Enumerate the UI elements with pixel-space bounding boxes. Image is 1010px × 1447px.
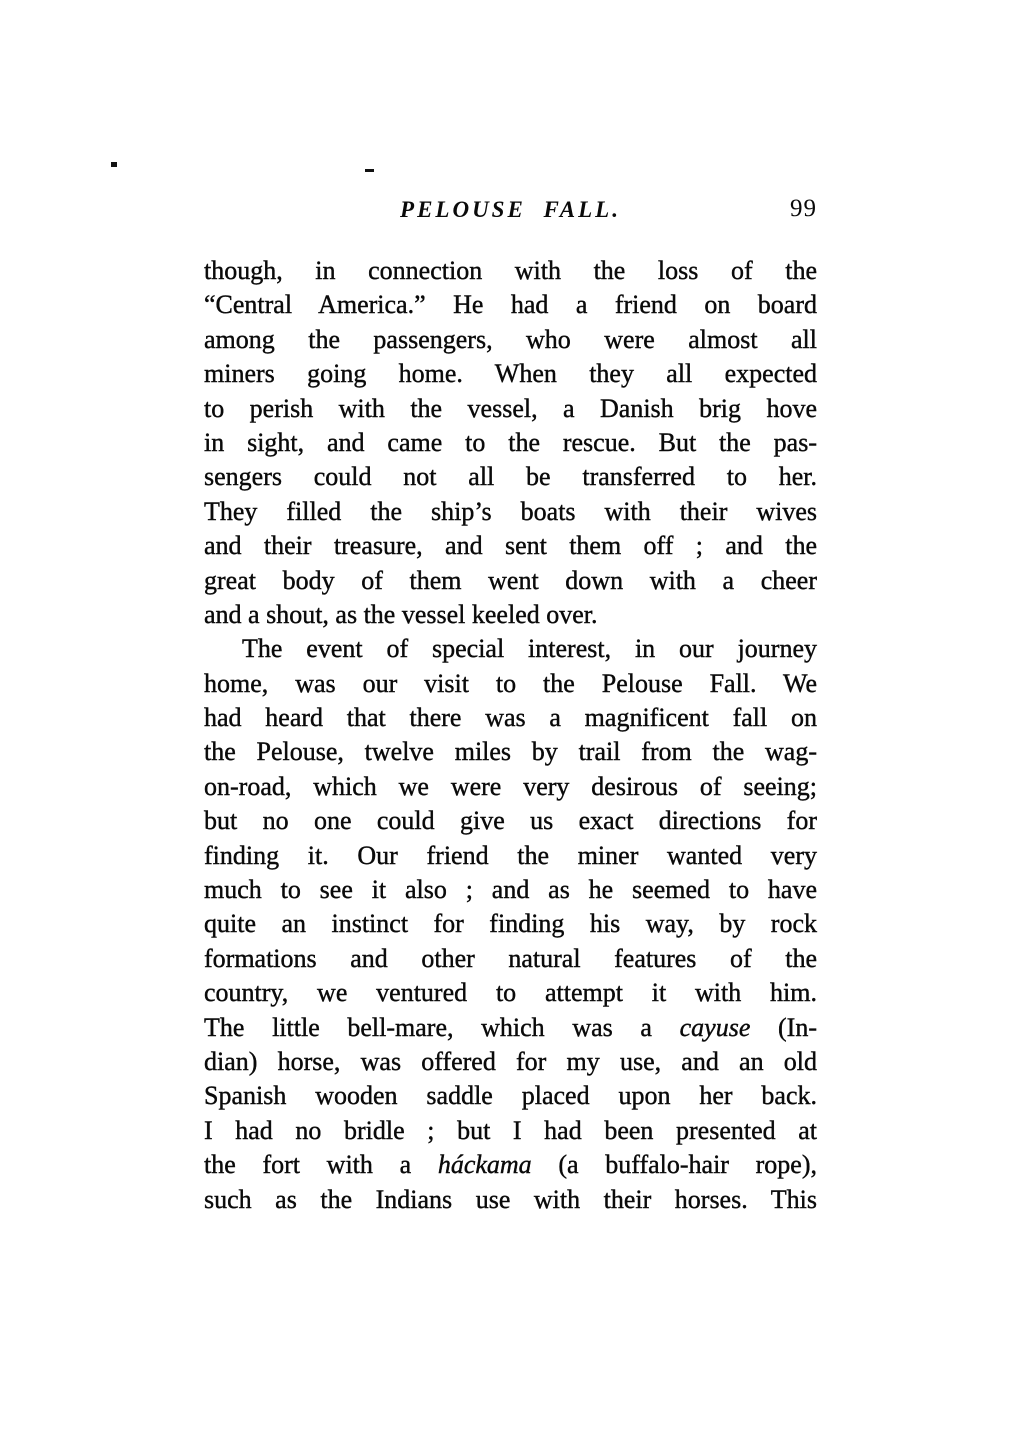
text-line bbox=[204, 770, 817, 804]
text-run: had heard that there was a magnificent fall on bbox=[204, 703, 817, 733]
text-line bbox=[204, 564, 817, 598]
text-line bbox=[204, 357, 817, 391]
text-run: Spanish wooden saddle placed upon her back. bbox=[204, 1081, 817, 1111]
text-run: miners going home. When they all expected bbox=[204, 359, 817, 389]
text-run: among the passengers, who were almost all bbox=[204, 324, 817, 354]
text-line bbox=[204, 529, 817, 563]
text-line bbox=[204, 323, 817, 357]
text-block bbox=[204, 197, 817, 1217]
text-line bbox=[204, 1079, 817, 1113]
text-run: quite an instinct for finding his way, by rock bbox=[204, 909, 817, 939]
text-run: country, we ventured to attempt it with him. bbox=[204, 978, 817, 1008]
text-run: and their treasure, and sent them off ; and the bbox=[204, 531, 817, 561]
text-run: and a shout, as the vessel keeled over. bbox=[204, 599, 598, 629]
text-line bbox=[204, 254, 817, 288]
text-line bbox=[204, 392, 817, 426]
text-run: the fort with a bbox=[204, 1150, 438, 1180]
text-run: in sight, and came to the rescue. But the pas- bbox=[204, 427, 817, 457]
text-run: much to see it also ; and as he seemed to have bbox=[204, 875, 817, 905]
text-run: to perish with the vessel, a Danish brig hove bbox=[204, 393, 817, 423]
text-line bbox=[204, 495, 817, 529]
text-run: home, was our visit to the Pelouse Fall. We bbox=[204, 668, 817, 698]
text-line bbox=[204, 598, 817, 632]
text-line bbox=[204, 839, 817, 873]
text-run: but no one could give us exact directions for bbox=[204, 806, 817, 836]
text-line bbox=[204, 804, 817, 838]
text-line bbox=[204, 735, 817, 769]
page-body bbox=[204, 254, 817, 1217]
text-run: sengers could not all be transferred to her. bbox=[204, 462, 817, 492]
text-line bbox=[204, 426, 817, 460]
text-run: (a buffalo-hair rope), bbox=[531, 1150, 817, 1180]
text-line bbox=[204, 1183, 817, 1217]
text-line bbox=[204, 632, 817, 666]
text-line bbox=[204, 460, 817, 494]
text-run: though, in connection with the loss of the bbox=[204, 256, 817, 285]
text-run: dian) horse, was offered for my use, and an old bbox=[204, 1046, 817, 1076]
text-line bbox=[204, 1045, 817, 1079]
page-title: PELOUSE FALL. bbox=[400, 197, 621, 222]
text-run: The little bell-mare, which was a bbox=[204, 1012, 680, 1042]
scan-speck bbox=[111, 162, 117, 167]
text-line bbox=[204, 1148, 817, 1182]
text-line bbox=[204, 1114, 817, 1148]
text-run: finding it. Our friend the miner wanted very bbox=[204, 840, 817, 870]
text-line bbox=[204, 701, 817, 735]
text-line bbox=[204, 1011, 817, 1045]
italic-term: háckama bbox=[437, 1150, 532, 1180]
page-number: 99 bbox=[790, 195, 817, 222]
text-line bbox=[204, 976, 817, 1010]
scan-dash bbox=[365, 169, 374, 172]
text-run: on-road, which we were very desirous of seeing; bbox=[204, 771, 817, 801]
running-header bbox=[204, 197, 817, 228]
text-run: the Pelouse, twelve miles by trail from the wag- bbox=[204, 737, 817, 767]
text-run: The event of special interest, in our journey bbox=[242, 634, 817, 664]
text-run: “Central America.” He had a friend on board bbox=[204, 290, 817, 320]
text-line bbox=[204, 942, 817, 976]
text-line bbox=[204, 667, 817, 701]
text-run: I had no bridle ; but I had been presented at bbox=[204, 1115, 817, 1145]
text-line bbox=[204, 288, 817, 322]
text-run: such as the Indians use with their horses. This bbox=[204, 1184, 817, 1214]
italic-term: cayuse bbox=[679, 1012, 751, 1042]
text-run: great body of them went down with a cheer bbox=[204, 565, 817, 595]
text-line bbox=[204, 873, 817, 907]
text-run: (In- bbox=[750, 1012, 818, 1042]
text-run: formations and other natural features of the bbox=[204, 943, 817, 973]
text-run: They filled the ship’s boats with their wives bbox=[204, 496, 817, 526]
text-line bbox=[204, 907, 817, 941]
